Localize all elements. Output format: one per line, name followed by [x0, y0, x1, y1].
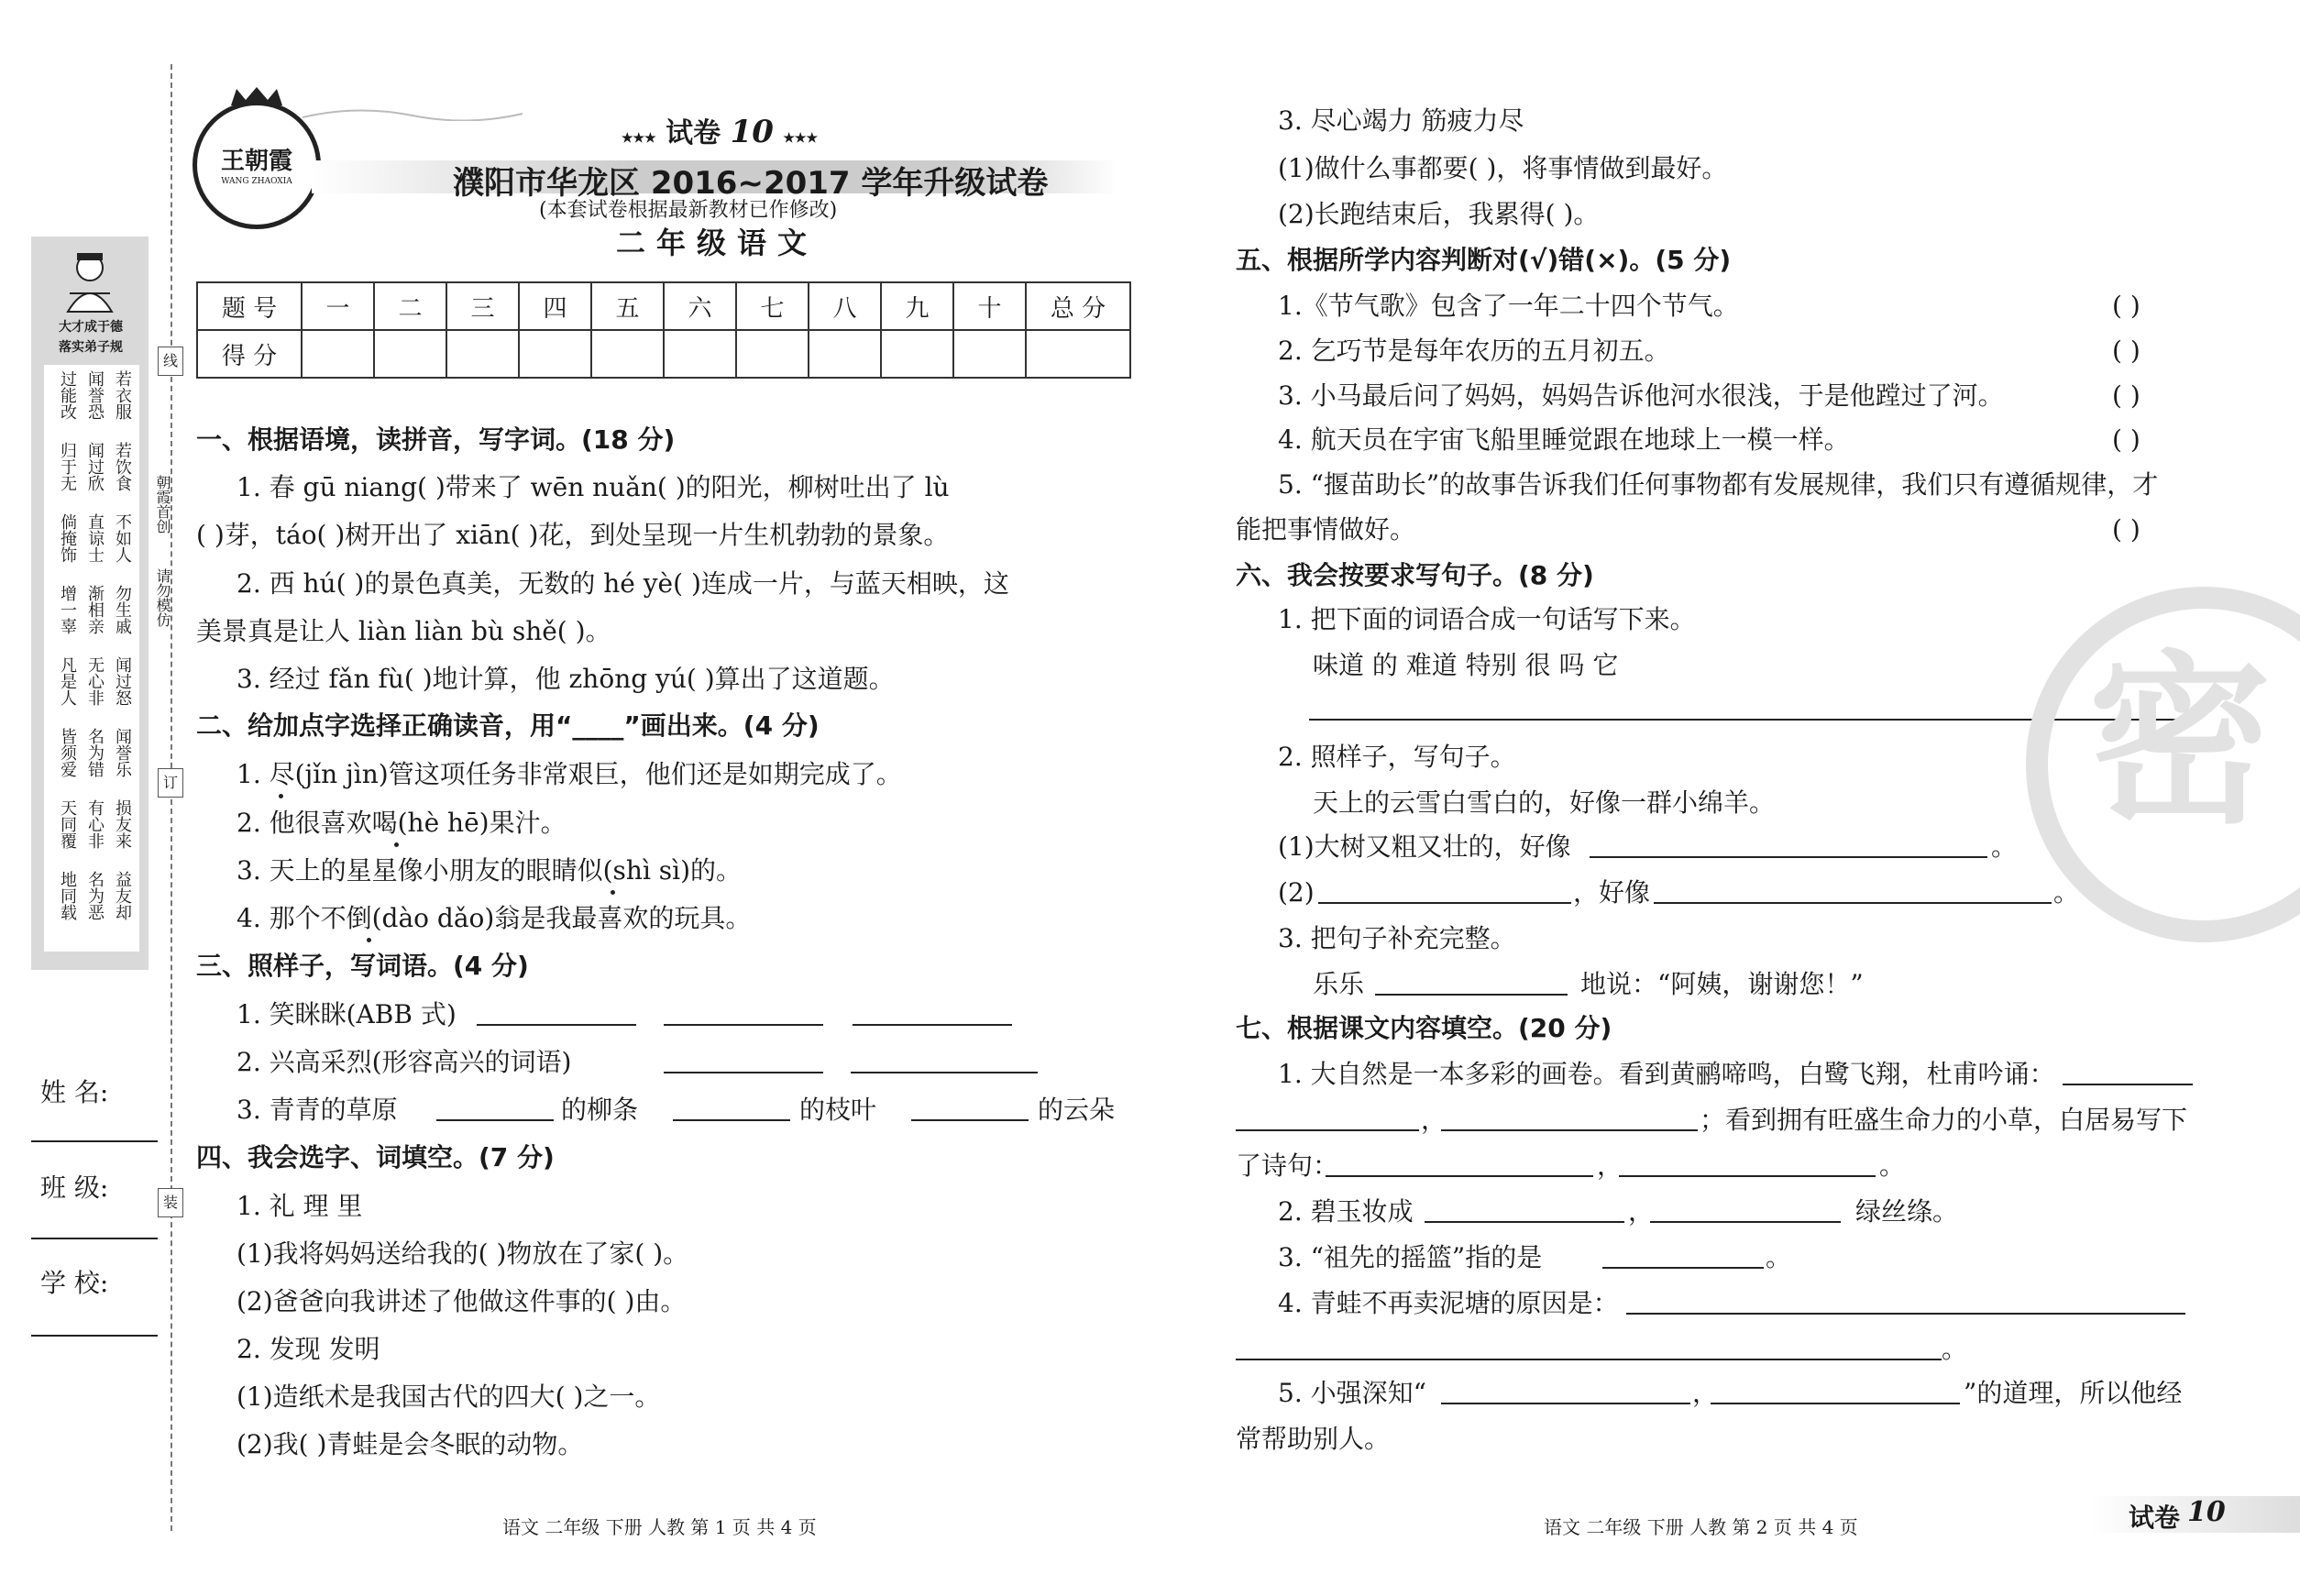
section-1-title: 一、根据语境，读拼音，写字词。(18 分) [196, 424, 676, 455]
score-input-cell[interactable] [1026, 330, 1130, 378]
s7-q2-a: 2. 碧玉妆成 [1278, 1196, 1414, 1227]
s5-answer-2[interactable]: ( ) [2112, 336, 2140, 366]
s3-q1-blank-3[interactable] [853, 1024, 1012, 1026]
s3-q3-a: 的柳条 [561, 1095, 639, 1125]
motto-column: 闻过怒 [113, 656, 132, 706]
s7-q4: 4. 青蛙不再卖泥塘的原因是： [1278, 1288, 1619, 1318]
copyright-note-1: 朝霞首创 [154, 475, 171, 534]
motto-column: 闻誉恐 [85, 370, 105, 420]
section-4-title: 四、我会选字、词填空。(7 分) [196, 1142, 555, 1172]
motto-column: 渐相亲 [85, 585, 105, 634]
s7-q1-comma-2: ， [1597, 1150, 1623, 1181]
s6-q3-a: 乐乐 [1313, 969, 1365, 999]
s5-item-5-cont: 能把事情做好。 [1236, 514, 1416, 545]
logo-crown-icon [229, 85, 284, 107]
s1-q2-line1: 2. 西 hú( )的景色真美，无数的 hé yè( )连成一片，与蓝天相映，这 [237, 568, 1009, 599]
exam-subtitle: (本套试卷根据最新教材已作修改) [539, 199, 838, 222]
s6-q2-1-period: 。 [1991, 831, 2018, 862]
stars-left: ★★★ [622, 131, 656, 146]
s6-q2-2-blank-1[interactable] [1318, 902, 1571, 904]
motto-bottom: 落实弟子规 [59, 340, 123, 355]
s7-q2-b: 绿丝绦。 [1855, 1196, 1959, 1227]
score-input-cell[interactable] [953, 330, 1026, 378]
s6-q2-2-mid: ，好像 [1573, 877, 1651, 908]
motto-column: 无心非 [85, 656, 105, 706]
motto-column: 地同载 [58, 871, 77, 920]
s6-q2-2-blank-2[interactable] [1654, 902, 2052, 904]
s7-q3-period: 。 [1766, 1242, 1792, 1272]
s6-q3: 3. 把句子补充完整。 [1278, 923, 1516, 953]
watermark-glyph: 密 [2087, 635, 2272, 849]
s3-q3-label: 3. 青青的草原 [237, 1095, 398, 1125]
binding-line [171, 64, 172, 1531]
s5-item-1: 1.《节气歌》包含了一年二十四个节气。 [1278, 291, 1739, 321]
s7-q5-b: ”的道理，所以他经 [1964, 1378, 2183, 1408]
score-input-cell[interactable] [664, 330, 736, 378]
motto-column: 直谅士 [85, 513, 105, 563]
paper-number: 10 [730, 114, 774, 150]
s5-answer-3[interactable]: ( ) [2112, 380, 2140, 411]
class-line[interactable] [31, 1238, 158, 1239]
section-2-title: 二、给加点字选择正确读音，用“____”画出来。(4 分) [196, 710, 820, 741]
s3-q3-c: 的云朵 [1038, 1095, 1116, 1125]
motto-column: 益友却 [113, 871, 132, 920]
s3-q3-b: 的枝叶 [799, 1095, 877, 1125]
s7-q5-c: 常帮助别人。 [1236, 1424, 1391, 1454]
s7-q1-line1: 1. 大自然是一本多彩的画卷。看到黄鹂啼鸣，白鹭飞翔，杜甫吟诵： [1278, 1059, 2055, 1089]
s1-q2-line2: 美景真是让人 liàn liàn bù shě( )。 [196, 616, 611, 646]
exam-title: 濮阳市华龙区 2016~2017 学年升级试卷 [453, 165, 1049, 202]
score-header-cell: 四 [519, 282, 591, 330]
motto-column: 若衣服 [113, 370, 132, 420]
s7-q1-blank-1[interactable] [2063, 1084, 2193, 1085]
motto-column: 闻誉乐 [113, 728, 132, 777]
s7-q1-blank-5[interactable] [1619, 1175, 1876, 1177]
s3-q2-blank-1[interactable] [664, 1072, 823, 1073]
s7-q1-blank-3[interactable] [1441, 1129, 1698, 1131]
seal-mark-xian: 线 [158, 347, 183, 376]
score-input-cell[interactable] [591, 330, 664, 378]
logo-subtext: WANG ZHAOXIA [221, 177, 292, 186]
s6-q2-2-period: 。 [2053, 877, 2080, 908]
s5-answer-4[interactable]: ( ) [2112, 424, 2140, 455]
emphasis-dot [279, 794, 283, 798]
score-header-cell: 总 分 [1026, 282, 1130, 330]
motto-column: 倘掩饰 [58, 513, 77, 563]
scholar-figure-icon [59, 248, 121, 314]
s6-q1-words: 味道 的 难道 特别 很 吗 它 [1313, 650, 1619, 680]
section-3-title: 三、照样子，写词语。(4 分) [196, 951, 529, 981]
subject-title: 二年级语文 [616, 226, 819, 260]
s6-q2-1-blank[interactable] [1590, 856, 1987, 858]
s4-q1-options: 1. 礼 理 里 [237, 1191, 363, 1221]
section-5-title: 五、根据所学内容判断对(√)错(×)。(5 分) [1236, 245, 1732, 275]
footer-page-1: 语文 二年级 下册 人教 第 1 页 共 4 页 [502, 1516, 817, 1538]
s4-q1-2: (2)爸爸向我讲述了他做这件事的( )由。 [237, 1286, 687, 1316]
class-label: 班 级: [40, 1172, 109, 1203]
motto-column: 凡是人 [58, 656, 77, 706]
s3-q3-blank-2[interactable] [673, 1119, 790, 1121]
score-header-cell: 五 [591, 282, 664, 330]
s4-q3-options: 3. 尽心竭力 筋疲力尽 [1278, 105, 1524, 136]
score-header-cell: 六 [664, 282, 736, 330]
motto-column: 若饮食 [113, 442, 132, 491]
s7-q1-blank-2[interactable] [1236, 1129, 1419, 1131]
s7-q5-comma: ， [1692, 1378, 1719, 1408]
s6-q2-2-label: (2) [1278, 877, 1315, 908]
motto-column: 损友来 [113, 799, 132, 849]
s3-q2-blank-2[interactable] [851, 1072, 1038, 1073]
score-input-cell[interactable] [302, 330, 374, 378]
emphasis-dot [394, 842, 399, 847]
s5-answer-5[interactable]: ( ) [2112, 514, 2140, 545]
s7-q1-comma-1: ， [1421, 1105, 1447, 1135]
motto-column: 归于无 [58, 442, 77, 491]
paper-number-line [622, 110, 818, 150]
s7-q4-period: 。 [1942, 1334, 1968, 1364]
score-header-cell: 九 [881, 282, 953, 330]
section-6-title: 六、我会按要求写句子。(8 分) [1236, 560, 1594, 590]
score-table-header-row [197, 282, 1130, 330]
motto-column: 名为恶 [85, 871, 105, 920]
score-table-score-row [197, 330, 1130, 378]
s4-q2-2: (2)我( )青蛙是会冬眠的动物。 [237, 1429, 584, 1459]
s7-q4-blank-1[interactable] [1626, 1313, 2185, 1315]
footer-tag-label: 试卷 [2129, 1502, 2181, 1533]
motto-column: 闻过欣 [85, 442, 105, 491]
s7-q5-a: 5. 小强深知“ [1278, 1378, 1426, 1408]
s3-q3-blank-3[interactable] [911, 1119, 1029, 1121]
s5-item-4: 4. 航天员在宇宙飞船里睡觉跟在地球上一模一样。 [1278, 424, 1850, 455]
footer-page-2: 语文 二年级 下册 人教 第 2 页 共 4 页 [1544, 1516, 1858, 1538]
s2-q1: 1. 尽(jǐn jìn)管这项任务非常艰巨，他们还是如期完成了。 [237, 759, 902, 789]
s7-q3: 3. “祖先的摇篮”指的是 [1278, 1242, 1543, 1272]
s5-answer-1[interactable]: ( ) [2112, 291, 2140, 321]
s2-q2: 2. 他很喜欢喝(hè hē)果汁。 [237, 808, 567, 838]
score-input-cell[interactable] [881, 330, 953, 378]
s6-q2: 2. 照样子，写句子。 [1278, 742, 1516, 772]
score-input-cell[interactable] [374, 330, 446, 378]
s7-q1-line3: 了诗句： [1236, 1150, 1339, 1181]
score-header-cell: 八 [809, 282, 881, 330]
school-line[interactable] [31, 1335, 158, 1337]
motto-column: 增一辜 [58, 585, 77, 634]
s7-q1-period: 。 [1879, 1150, 1906, 1181]
motto-column: 有心非 [85, 799, 105, 849]
motto-column: 天同覆 [58, 799, 77, 849]
name-line[interactable] [31, 1140, 158, 1142]
footer-tag [2090, 1496, 2300, 1533]
s6-q3-b: 地说：“阿姨，谢谢您！” [1580, 969, 1864, 999]
s2-q3: 3. 天上的星星像小朋友的眼睛似(shì sì)的。 [237, 855, 743, 886]
paper-label: 试卷 [666, 117, 721, 149]
motto-column: 勿生戚 [113, 585, 132, 634]
s4-q3-2: (2)长跑结束后，我累得( )。 [1278, 199, 1600, 229]
s6-q2-example: 天上的云雪白雪白的，好像一群小绵羊。 [1313, 787, 1776, 818]
score-row-label: 得 分 [197, 330, 302, 378]
score-input-cell[interactable] [446, 330, 519, 378]
s4-q2-1: (1)造纸术是我国古代的四大( )之一。 [237, 1381, 661, 1412]
score-header-cell: 十 [953, 282, 1026, 330]
s3-q3-blank-1[interactable] [436, 1119, 554, 1121]
score-header-cell: 一 [302, 282, 374, 330]
s4-q1-1: (1)我将妈妈送给我的( )物放在了家( )。 [237, 1238, 689, 1269]
score-header-cell: 题 号 [197, 282, 302, 330]
s7-q5-blank-2[interactable] [1711, 1403, 1960, 1404]
s3-q1-blank-2[interactable] [664, 1024, 823, 1026]
s5-item-5: 5. “揠苗助长”的故事告诉我们任何事物都有发展规律，我们只有遵循规律，才 [1278, 469, 2159, 500]
motto-column: 不如人 [113, 513, 132, 563]
name-label: 姓 名: [40, 1077, 109, 1107]
seal-mark-ding: 订 [158, 768, 183, 798]
motto-top: 大才成于德 [59, 320, 123, 335]
s6-q2-1: (1)大树又粗又壮的，好像 [1278, 831, 1571, 862]
s7-q1-line2: ；看到拥有旺盛生命力的小草，白居易写下 [1700, 1105, 2188, 1135]
s3-q2-label: 2. 兴高采烈(形容高兴的词语) [237, 1047, 572, 1077]
score-table [196, 281, 1131, 379]
stars-right: ★★★ [783, 131, 818, 146]
score-header-cell: 三 [446, 282, 519, 330]
section-7-title: 七、根据课文内容填空。(20 分) [1236, 1013, 1612, 1043]
s4-q3-1: (1)做什么事都要( )，将事情做到最好。 [1278, 153, 1728, 183]
logo-text: 王朝霞 [220, 148, 292, 175]
brand-logo [193, 101, 321, 229]
s7-q2-blank-1[interactable] [1425, 1221, 1624, 1223]
s3-q1-label: 1. 笑眯眯(ABB 式) [237, 999, 457, 1029]
copyright-note-2: 请勿模仿 [154, 568, 171, 627]
score-header-cell: 七 [736, 282, 809, 330]
motto-column: 皆须爱 [58, 728, 77, 777]
s6-q1: 1. 把下面的词语合成一句话写下来。 [1278, 604, 1696, 634]
s2-q4: 4. 那个不倒(dào dǎo)翁是我最喜欢的玩具。 [237, 903, 752, 933]
s1-q1-line2: ( )芽，táo( )树开出了 xiān( )花，到处呈现一片生机勃勃的景象。 [196, 520, 950, 550]
score-header-cell: 二 [374, 282, 446, 330]
s7-q3-blank[interactable] [1602, 1267, 1764, 1269]
school-label: 学 校: [40, 1268, 109, 1298]
s1-q1-line1: 1. 春 gū niang( )带来了 wēn nuǎn( )的阳光，柳树吐出了 lù [237, 472, 950, 502]
s7-q2-comma: ， [1628, 1196, 1655, 1227]
s1-q3: 3. 经过 fǎn fù( )地计算，他 zhōng yú( )算出了这道题。 [237, 664, 895, 694]
s7-q4-blank-2[interactable] [1236, 1359, 1942, 1360]
s5-item-3: 3. 小马最后问了妈妈，妈妈告诉他河水很浅，于是他蹚过了河。 [1278, 380, 2004, 411]
s4-q2-options: 2. 发现 发明 [237, 1334, 380, 1364]
motto-column: 过能改 [58, 370, 77, 420]
s7-q5-blank-1[interactable] [1441, 1403, 1690, 1404]
motto-column: 名为错 [85, 728, 105, 777]
score-input-cell[interactable] [736, 330, 809, 378]
s5-item-2: 2. 乞巧节是每年农历的五月初五。 [1278, 336, 1670, 366]
s7-q1-blank-4[interactable] [1326, 1175, 1593, 1177]
emphasis-dot [611, 890, 615, 895]
footer-tag-number: 10 [2187, 1496, 2226, 1528]
s6-q3-blank[interactable] [1375, 994, 1568, 996]
score-input-cell[interactable] [809, 330, 881, 378]
emphasis-dot [367, 938, 371, 942]
seal-mark-zhuang: 装 [158, 1188, 183, 1217]
score-input-cell[interactable] [519, 330, 591, 378]
s3-q1-blank-1[interactable] [477, 1024, 636, 1026]
s7-q2-blank-2[interactable] [1650, 1221, 1841, 1223]
